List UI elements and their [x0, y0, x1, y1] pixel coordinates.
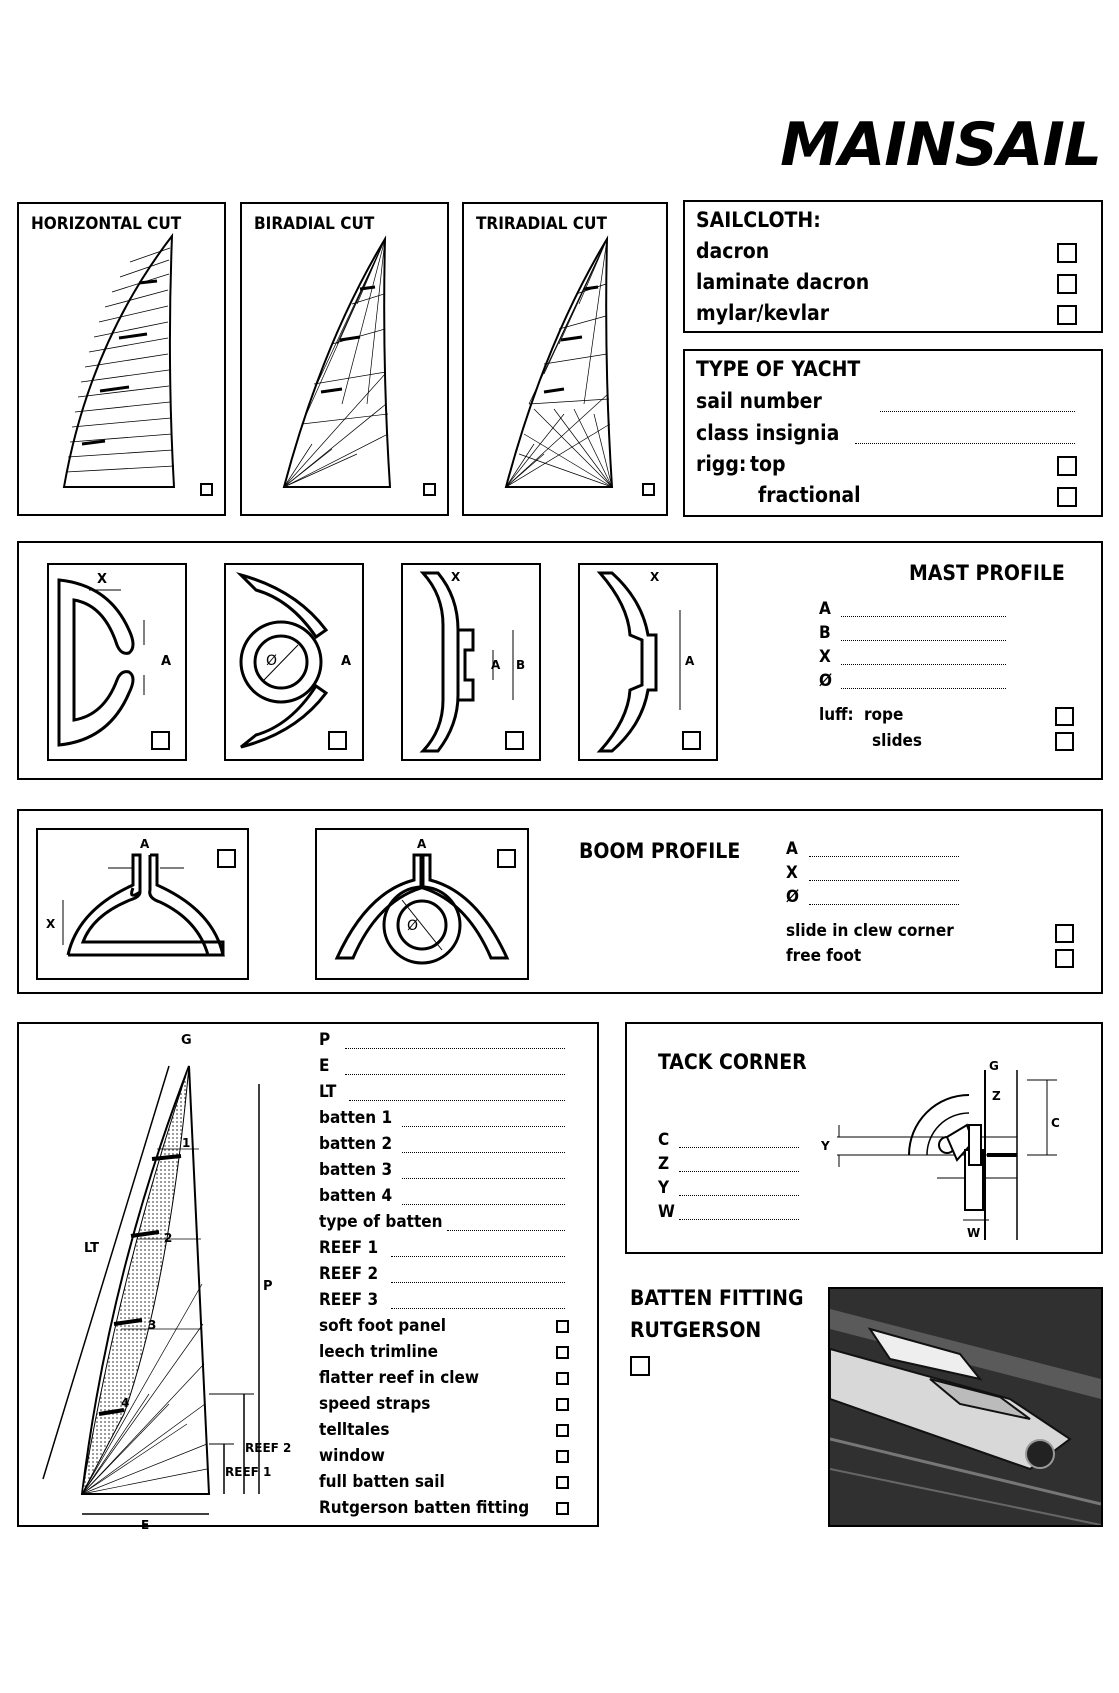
- field-batten4[interactable]: [402, 1204, 565, 1205]
- page-title: MAINSAIL: [780, 110, 1101, 180]
- telltales-checkbox[interactable]: [556, 1424, 569, 1437]
- field-e-label: E: [319, 1056, 330, 1076]
- free-foot-label: free foot: [786, 946, 862, 966]
- batten-fitting-photo: [828, 1287, 1103, 1527]
- mast-profile-4-checkbox[interactable]: [682, 731, 701, 750]
- rigg-fractional-checkbox[interactable]: [1057, 487, 1077, 507]
- flatter-reef-checkbox[interactable]: [556, 1372, 569, 1385]
- sailcloth-option-dacron: dacron: [696, 239, 770, 263]
- boom-field-dia[interactable]: [809, 904, 959, 905]
- diagram-p-label: P: [263, 1279, 273, 1294]
- tack-field-w-label: W: [658, 1202, 675, 1222]
- boom-field-dia-label: Ø: [786, 887, 799, 907]
- biradial-cut-panel: [240, 202, 449, 516]
- option-soft-foot-label: soft foot panel: [319, 1316, 446, 1336]
- mast-1-a-label: A: [161, 654, 172, 669]
- luff-slides-label: slides: [872, 731, 923, 751]
- boom-field-x-label: X: [786, 863, 798, 883]
- tack-field-c[interactable]: [679, 1147, 799, 1148]
- luff-rope-label: rope: [864, 705, 904, 725]
- mylar-kevlar-checkbox[interactable]: [1057, 305, 1077, 325]
- mast-2-a-label: A: [341, 654, 352, 669]
- option-full-batten-label: full batten sail: [319, 1472, 445, 1492]
- sailcloth-option-mylar: mylar/kevlar: [696, 301, 830, 325]
- tack-corner-heading: TACK CORNER: [658, 1050, 807, 1074]
- yacht-heading: TYPE OF YACHT: [696, 357, 861, 381]
- luff-label: luff:: [819, 705, 854, 725]
- rigg-top-checkbox[interactable]: [1057, 456, 1077, 476]
- field-batten3-label: batten 3: [319, 1160, 393, 1180]
- field-batten1[interactable]: [402, 1126, 565, 1127]
- tack-field-z-label: Z: [658, 1154, 670, 1174]
- tack-diagram-g-label: G: [989, 1059, 999, 1073]
- mast-field-dia[interactable]: [841, 688, 1006, 689]
- diagram-batten4-label: 4: [121, 1396, 130, 1410]
- option-telltales-label: telltales: [319, 1420, 390, 1440]
- full-batten-checkbox[interactable]: [556, 1476, 569, 1489]
- biradial-cut-sail-icon: [242, 204, 447, 514]
- option-rutgerson-label: Rutgerson batten fitting: [319, 1498, 530, 1518]
- tack-field-w[interactable]: [679, 1219, 799, 1220]
- diagram-e-label: E: [141, 1518, 150, 1532]
- triradial-cut-label: TRIRADIAL CUT: [476, 214, 607, 234]
- tack-diagram-c-label: C: [1051, 1116, 1060, 1130]
- field-p-label: P: [319, 1030, 331, 1050]
- diagram-reef1-label: REEF 1: [225, 1465, 272, 1479]
- mast-4-x-label: X: [650, 570, 660, 584]
- biradial-cut-checkbox[interactable]: [423, 483, 436, 496]
- mast-profile-3: [401, 563, 541, 761]
- field-lt-label: LT: [319, 1082, 337, 1102]
- sailcloth-panel: [683, 200, 1103, 333]
- yacht-panel: [683, 349, 1103, 517]
- field-batten2-label: batten 2: [319, 1134, 393, 1154]
- mast-3-b-label: B: [516, 658, 526, 672]
- mast-profile-2-shape: [226, 565, 362, 759]
- mast-2-dia-label: Ø: [266, 653, 278, 669]
- class-insignia-field[interactable]: [855, 443, 1075, 444]
- horizontal-cut-panel: [17, 202, 226, 516]
- boom-profile-2: [315, 828, 529, 980]
- free-foot-checkbox[interactable]: [1055, 949, 1074, 968]
- field-batten4-label: batten 4: [319, 1186, 393, 1206]
- tack-field-z[interactable]: [679, 1171, 799, 1172]
- mast-field-dia-label: Ø: [819, 671, 832, 691]
- mast-field-b-label: B: [819, 623, 831, 643]
- luff-rope-checkbox[interactable]: [1055, 707, 1074, 726]
- sail-number-field[interactable]: [880, 411, 1075, 412]
- mast-profile-3-checkbox[interactable]: [505, 731, 524, 750]
- mast-field-a[interactable]: [841, 616, 1006, 617]
- mast-profile-2-checkbox[interactable]: [328, 731, 347, 750]
- boom-field-a-label: A: [786, 839, 798, 859]
- mast-profile-2: [224, 563, 364, 761]
- option-speed-straps-label: speed straps: [319, 1394, 431, 1414]
- tack-corner-diagram: [817, 1030, 1077, 1250]
- boom-profile-heading: BOOM PROFILE: [579, 839, 741, 863]
- field-p[interactable]: [345, 1048, 565, 1049]
- field-e[interactable]: [345, 1074, 565, 1075]
- mast-profile-3-shape: [403, 565, 539, 759]
- field-reef3-label: REEF 3: [319, 1290, 379, 1310]
- mast-profile-4-shape: [580, 565, 716, 759]
- boom-1-x-label: X: [46, 917, 56, 931]
- field-type-batten-label: type of batten: [319, 1212, 443, 1232]
- sail-number-label: sail number: [696, 389, 822, 413]
- boom-2-a-label: A: [417, 837, 427, 851]
- biradial-cut-label: BIRADIAL CUT: [254, 214, 375, 234]
- mast-field-a-label: A: [819, 599, 831, 619]
- rigg-label: rigg:: [696, 452, 747, 476]
- rigg-fractional-label: fractional: [758, 483, 861, 507]
- batten-fitting-subheading: RUTGERSON: [630, 1318, 762, 1342]
- horizontal-cut-checkbox[interactable]: [200, 483, 213, 496]
- class-insignia-label: class insignia: [696, 421, 840, 445]
- mast-1-x-label: X: [97, 572, 108, 587]
- leech-trimline-checkbox[interactable]: [556, 1346, 569, 1359]
- field-reef2[interactable]: [391, 1282, 565, 1283]
- tack-field-y[interactable]: [679, 1195, 799, 1196]
- tack-diagram-y-label: Y: [821, 1139, 830, 1153]
- dacron-checkbox[interactable]: [1057, 243, 1077, 263]
- mast-profile-panel: [17, 541, 1103, 780]
- boom-1-a-label: A: [140, 837, 150, 851]
- boom-profile-1-shape: [38, 830, 247, 978]
- boom-profile-2-shape: [317, 830, 527, 978]
- diagram-lt-label: LT: [84, 1241, 99, 1256]
- mast-field-x[interactable]: [841, 664, 1006, 665]
- field-batten2[interactable]: [402, 1152, 565, 1153]
- mast-field-x-label: X: [819, 647, 831, 667]
- tack-field-c-label: C: [658, 1130, 670, 1150]
- diagram-g-label: G: [181, 1033, 192, 1048]
- field-batten3[interactable]: [402, 1178, 565, 1179]
- batten-fitting-image: [830, 1289, 1101, 1525]
- laminate-dacron-checkbox[interactable]: [1057, 274, 1077, 294]
- soft-foot-checkbox[interactable]: [556, 1320, 569, 1333]
- mast-3-x-label: X: [451, 570, 461, 584]
- diagram-batten1-label: 1: [182, 1136, 191, 1150]
- boom-profile-1: [36, 828, 249, 980]
- diagram-reef2-label: REEF 2: [245, 1441, 292, 1455]
- field-reef1[interactable]: [391, 1256, 565, 1257]
- boom-2-dia-label: Ø: [407, 918, 419, 934]
- boom-profile-panel: [17, 809, 1103, 994]
- field-batten1-label: batten 1: [319, 1108, 393, 1128]
- option-window-label: window: [319, 1446, 385, 1466]
- mast-3-a-label: A: [491, 658, 501, 672]
- boom-field-a[interactable]: [809, 856, 959, 857]
- mast-profile-1-shape: [49, 565, 185, 759]
- slide-clew-label: slide in clew corner: [786, 921, 954, 941]
- mast-field-b[interactable]: [841, 640, 1006, 641]
- field-reef3[interactable]: [391, 1308, 565, 1309]
- field-type-batten[interactable]: [447, 1230, 565, 1231]
- option-leech-trimline-label: leech trimline: [319, 1342, 439, 1362]
- window-checkbox[interactable]: [556, 1450, 569, 1463]
- slide-clew-checkbox[interactable]: [1055, 924, 1074, 943]
- tack-diagram-z-label: Z: [992, 1089, 1001, 1103]
- horizontal-cut-sail-icon: [19, 204, 224, 514]
- tack-diagram-w-label: W: [967, 1226, 981, 1240]
- sail-measurement-diagram: [19, 1024, 292, 1532]
- field-lt[interactable]: [349, 1100, 565, 1101]
- diagram-batten3-label: 3: [148, 1318, 157, 1332]
- tack-corner-panel: [625, 1022, 1103, 1254]
- mast-profile-1-checkbox[interactable]: [151, 731, 170, 750]
- batten-fitting-checkbox[interactable]: [630, 1356, 650, 1376]
- luff-slides-checkbox[interactable]: [1055, 732, 1074, 751]
- horizontal-cut-label: HORIZONTAL CUT: [31, 214, 182, 234]
- triradial-cut-checkbox[interactable]: [642, 483, 655, 496]
- batten-fitting-heading: BATTEN FITTING: [630, 1286, 804, 1310]
- boom-profile-1-checkbox[interactable]: [217, 849, 236, 868]
- mast-profile-1: [47, 563, 187, 761]
- diagram-batten2-label: 2: [164, 1231, 173, 1245]
- rigg-top-label: top: [750, 452, 786, 476]
- sailcloth-heading: SAILCLOTH:: [696, 208, 821, 232]
- sailcloth-option-laminate: laminate dacron: [696, 270, 870, 294]
- triradial-cut-panel: [462, 202, 668, 516]
- field-reef2-label: REEF 2: [319, 1264, 379, 1284]
- tack-field-y-label: Y: [658, 1178, 670, 1198]
- field-reef1-label: REEF 1: [319, 1238, 379, 1258]
- speed-straps-checkbox[interactable]: [556, 1398, 569, 1411]
- triradial-cut-sail-icon: [464, 204, 666, 514]
- option-flatter-reef-label: flatter reef in clew: [319, 1368, 480, 1388]
- measurements-panel: [17, 1022, 599, 1532]
- mast-profile-4: [578, 563, 718, 761]
- rutgerson-fitting-checkbox[interactable]: [556, 1502, 569, 1515]
- boom-profile-2-checkbox[interactable]: [497, 849, 516, 868]
- boom-field-x[interactable]: [809, 880, 959, 881]
- mast-profile-heading: MAST PROFILE: [909, 561, 1065, 585]
- mast-4-a-label: A: [685, 654, 695, 668]
